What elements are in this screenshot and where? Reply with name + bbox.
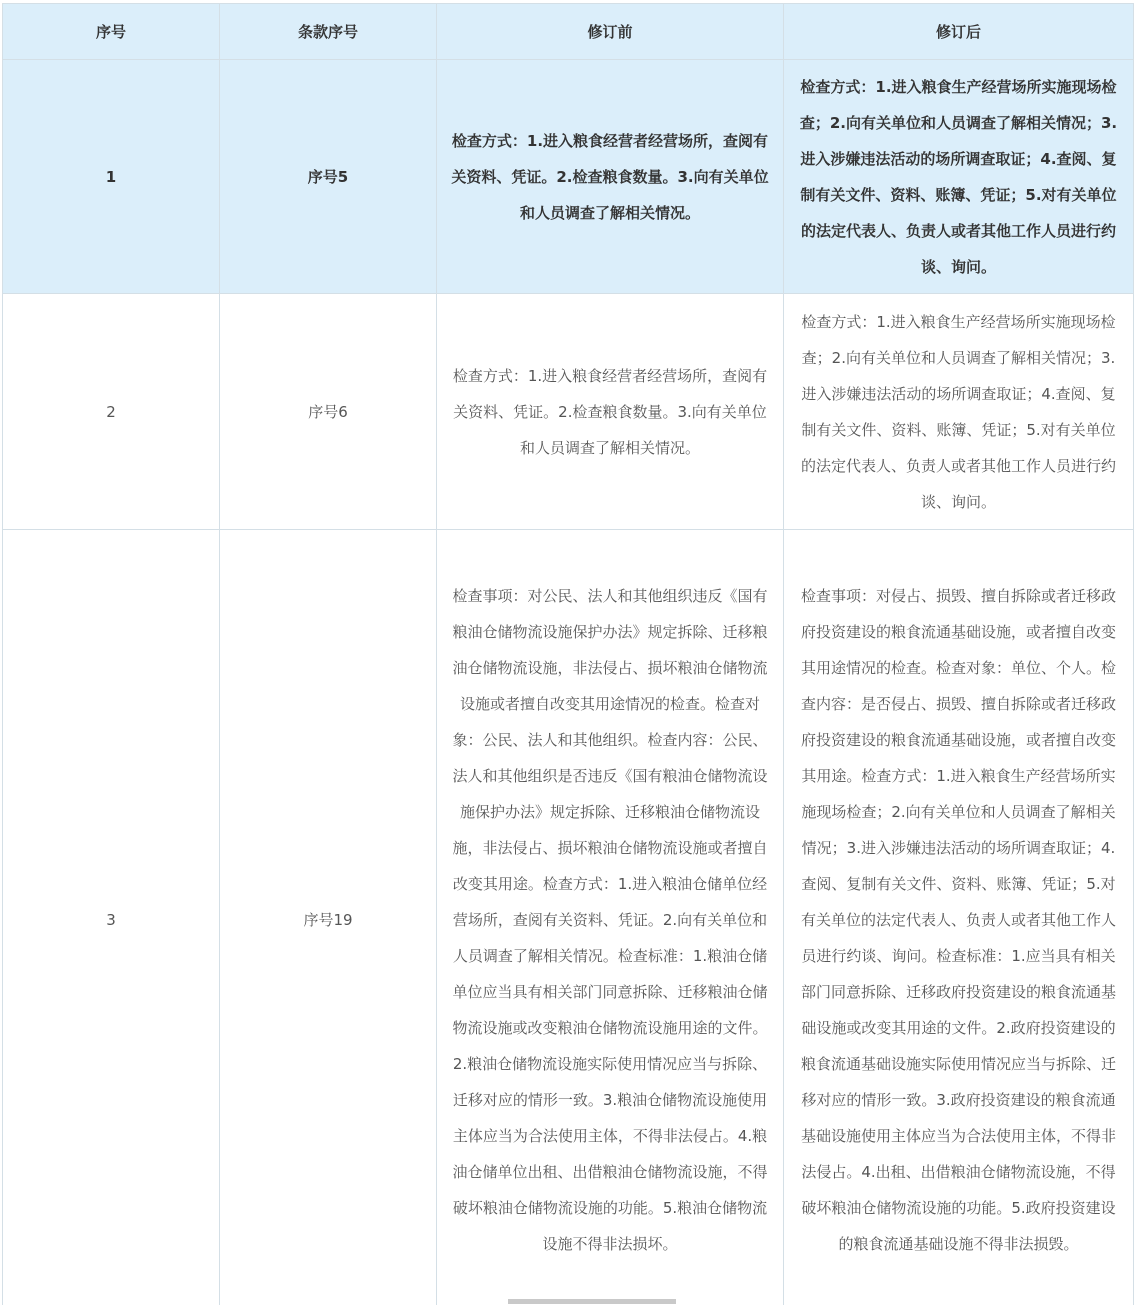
cell-before (437, 294, 784, 530)
cell-before (437, 530, 784, 1305)
before-text: 检查方式：1.进入粮食经营者经营场所，查阅有关资料、凭证。2.检查粮食数量。3.向有关单位和人员调查了解相关情况。 (451, 131, 769, 222)
table-row (3, 294, 1134, 530)
header-after-revision: 修订后 (784, 4, 1134, 60)
header-before-revision: 修订前 (437, 4, 784, 60)
cell-before (437, 60, 784, 294)
cell-after (784, 294, 1134, 530)
after-text: 检查事项：对侵占、损毁、擅自拆除或者迁移政府投资建设的粮食流通基础设施，或者擅自改变其用途情况的检查。检查对象：单位、个人。检查内容：是否侵占、损毁、擅自拆除或者迁移政府投资建设的粮食流通基础设施，或者擅自改变其用途。检查方式：1.进入粮食生产经营场所实施现场检查；2.向有关单位和人员调查了解相关情况；3.进入涉嫌违法活动的场所调查取证；4.查阅、复制有关文件、资料、账簿、凭证；5.对有关单位的法定代表人、负责人或者其他工作人员进行约谈、询问。检查标准：1.应当具有相关部门同意拆除、迁移政府投资建设的粮食流通基础设施或改变其用途的文件。2.政府投资建设的粮食流通基础设施实际使用情况应当与拆除、迁移对应的情形一致。3.政府投资建设的粮食流通基础设施使用主体应当为合法使用主体，不得非法侵占。4.出租、出借粮油仓储物流设施，不得破坏粮油仓储物流设施的功能。5.政府投资建设的粮食流通基础设施不得非法损毁。 (800, 586, 1116, 1253)
before-text: 检查方式：1.进入粮食经营者经营场所，查阅有关资料、凭证。2.检查粮食数量。3.向有关单位和人员调查了解相关情况。 (452, 366, 768, 457)
after-text: 检查方式：1.进入粮食生产经营场所实施现场检查；2.向有关单位和人员调查了解相关情况；3.进入涉嫌违法活动的场所调查取证；4.查阅、复制有关文件、资料、账簿、凭证；5.对有关单位的法定代表人、负责人或者其他工作人员进行约谈、询问。 (800, 312, 1116, 511)
table-row (3, 530, 1134, 1305)
cut-off-content-fragment (508, 1299, 676, 1304)
before-text: 检查事项：对公民、法人和其他组织违反《国有粮油仓储物流设施保护办法》规定拆除、迁移粮油仓储物流设施，非法侵占、损坏粮油仓储物流设施或者擅自改变其用途情况的检查。检查对象：公民、法人和其他组织。检查内容：公民、法人和其他组织是否违反《国有粮油仓储物流设施保护办法》规定拆除、迁移粮油仓储物流设施，非法侵占、损坏粮油仓储物流设施或者擅自改变其用途。检查方式：1.进入粮油仓储单位经营场所，查阅有关资料、凭证。2.向有关单位和人员调查了解相关情况。检查标准：1.粮油仓储单位应当具有相关部门同意拆除、迁移粮油仓储物流设施或改变粮油仓储物流设施用途的文件。2.粮油仓储物流设施实际使用情况应当与拆除、迁移对应的情形一致。3.粮油仓储物流设施使用主体应当为合法使用主体，不得非法侵占。4.粮油仓储单位出租、出借粮油仓储物流设施，不得破坏粮油仓储物流设施的功能。5.粮油仓储物流设施不得非法损坏。 (452, 586, 768, 1253)
cell-index: 1 (3, 60, 220, 294)
header-clause-index: 条款序号 (220, 4, 437, 60)
cell-index: 3 (3, 530, 220, 1305)
cell-clause: 序号19 (220, 530, 437, 1305)
table-row (3, 60, 1134, 294)
cell-after (784, 530, 1134, 1305)
after-text: 检查方式：1.进入粮食生产经营场所实施现场检查；2.向有关单位和人员调查了解相关情况；3.进入涉嫌违法活动的场所调查取证；4.查阅、复制有关文件、资料、账簿、凭证；5.对有关单位的法定代表人、负责人或者其他工作人员进行约谈、询问。 (799, 77, 1118, 276)
table-header-row (3, 4, 1134, 60)
revision-comparison-table (2, 3, 1134, 1305)
cell-index: 2 (3, 294, 220, 530)
cell-clause: 序号6 (220, 294, 437, 530)
cell-clause: 序号5 (220, 60, 437, 294)
cell-after (784, 60, 1134, 294)
header-index: 序号 (3, 4, 220, 60)
